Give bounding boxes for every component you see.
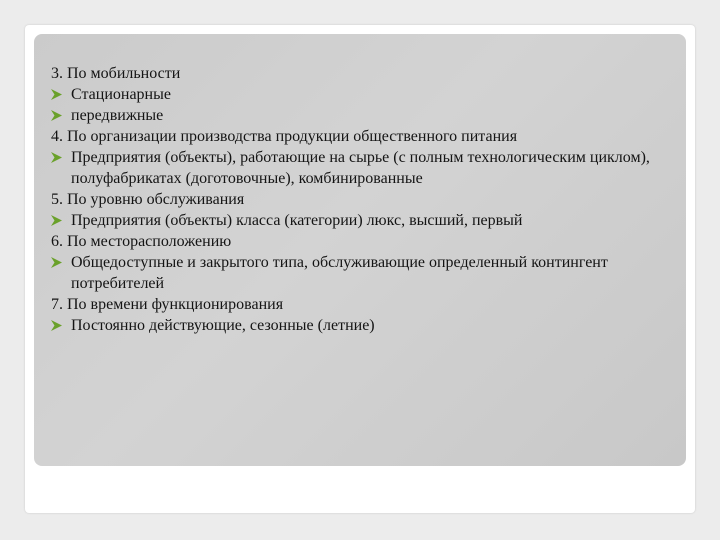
bullet-item-production-types xyxy=(51,147,676,189)
bullet-text: Предприятия (объекты), работающие на сырье (с полным технологическим циклом), полуфабрикатах (доготовочные), комбинированные xyxy=(71,149,650,187)
arrowhead-bullet-icon xyxy=(51,89,62,100)
section-heading-production: 4. По организации производства продукции общественного питания xyxy=(51,128,518,145)
bullet-text: передвижные xyxy=(71,107,164,124)
bullet-text: Постоянно действующие, сезонные (летние) xyxy=(71,317,375,334)
section-heading-mobility: 3. По мобильности xyxy=(51,65,181,82)
slide-frame xyxy=(25,25,695,513)
bullet-item-mobile xyxy=(51,105,676,126)
section-heading-operating-time: 7. По времени функционирования xyxy=(51,296,284,313)
bullet-text: Общедоступные и закрытого типа, обслуживающие определенный контингент потребителей xyxy=(71,254,608,292)
arrowhead-bullet-icon xyxy=(51,110,62,121)
classification-text xyxy=(51,63,676,336)
arrowhead-bullet-icon xyxy=(51,215,62,226)
bullet-item-service-classes xyxy=(51,210,676,231)
content-panel xyxy=(34,34,686,466)
arrowhead-bullet-icon xyxy=(51,152,62,163)
bullet-item-location-types xyxy=(51,252,676,294)
bullet-item-operating-types xyxy=(51,315,676,336)
bullet-text: Предприятия (объекты) класса (категории) люкс, высший, первый xyxy=(71,212,523,229)
bullet-item-stationary xyxy=(51,84,676,105)
bullet-text: Стационарные xyxy=(71,86,171,103)
arrowhead-bullet-icon xyxy=(51,257,62,268)
arrowhead-bullet-icon xyxy=(51,320,62,331)
section-heading-service-level: 5. По уровню обслуживания xyxy=(51,191,245,208)
section-heading-location: 6. По месторасположению xyxy=(51,233,232,250)
